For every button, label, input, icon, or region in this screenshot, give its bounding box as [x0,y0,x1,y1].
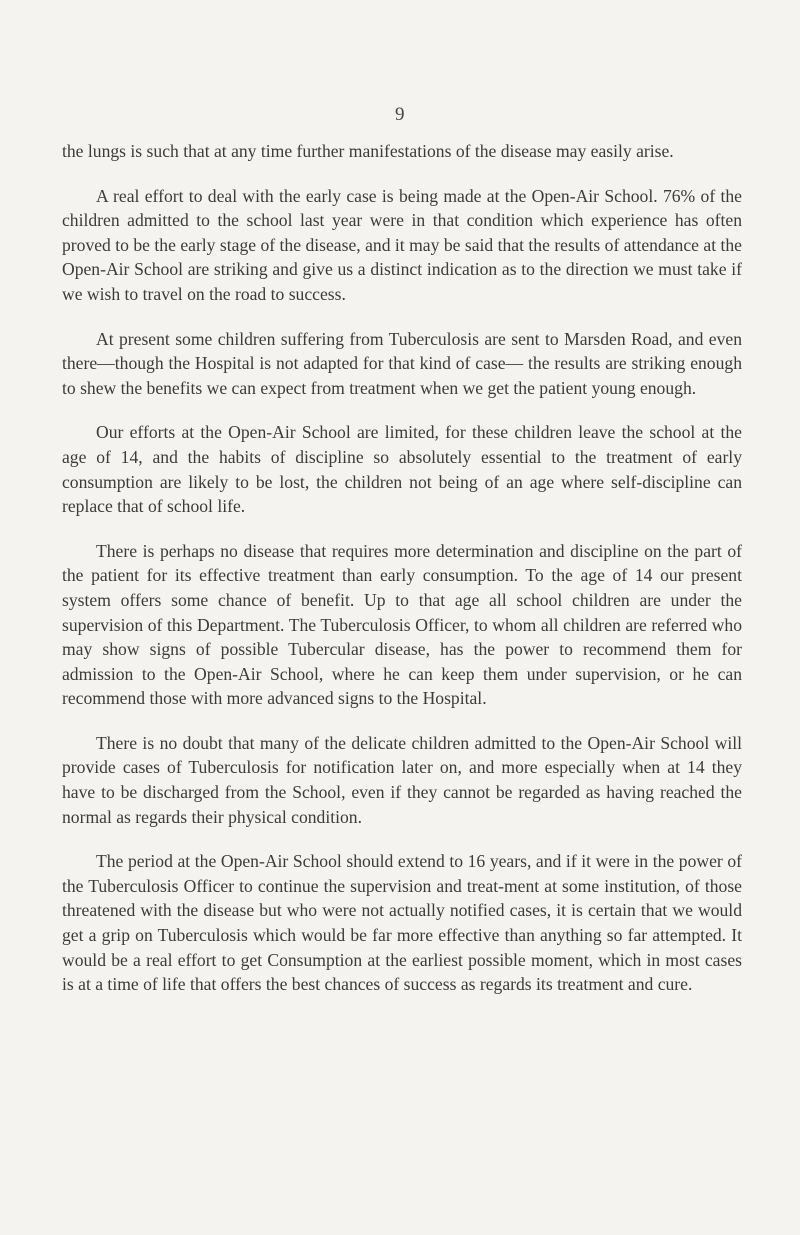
paragraph-continuation: the lungs is such that at any time further manifestations of the disease may easily arise. [62,141,674,161]
paragraph-discipline: There is perhaps no disease that requires more determination and discipline on the part of the patient for its effective treatment than early consumption. To the age of 14 our present system offers some chance of benefit. Up to that age all school children are under the supervision of this Department. The Tuberculosis Officer, to whom all children are referred who may show signs of possible Tubercular disease, has the power to recommend them for admission to the Open-Air School, where he can keep them under supervision, or he can recommend those with more advanced signs to the Hospital. [62,540,742,709]
page-number: 9 [395,104,405,125]
paragraph-open-air-school-effort: A real effort to deal with the early case is being made at the Open-Air School. 76% of the children admitted to the school last year were in that condition which experience has often proved to be the early stage of the disease, and it may be said that the results of attendance at the Open-Air School are striking and give us a distinct indication as to the direction we must take if we wish to travel on the road to success. [62,185,742,304]
paragraph-marsden-road: At present some children suffering from Tuberculosis are sent to Marsden Road, and even there—though the Hospital is not adapted for that kind of case— the results are striking enough to shew the benefits we can expect from treatment when we get the patient young enough. [62,328,742,398]
paragraph-extend-period: The period at the Open-Air School should extend to 16 years, and if it were in the power of the Tuberculosis Officer to continue the supervision and treat-ment at some institution, of those threatened with the disease but who were not actually notified cases, it is certain that we would get a grip on Tuberculosis which would be far more effective than anything so far attempted. It would be a real effort to get Consumption at the earliest possible moment, which in most cases is at a time of life that offers the best chances of success as regards its treatment and cure. [62,851,742,995]
paragraph-limited-efforts: Our efforts at the Open-Air School are limited, for these children leave the school at the age of 14, and the habits of discipline so absolutely essential to the treatment of early consumption are likely to be lost, the children not being of an age where self-discipline can replace that of school life. [62,422,742,517]
paragraph-notification: There is no doubt that many of the delicate children admitted to the Open-Air School will provide cases of Tuberculosis for notification later on, and more especially when at 14 they have to be discharged from the School, even if they cannot be regarded as having reached the normal as regards their physical condition. [62,732,742,827]
body-text [62,139,742,1017]
